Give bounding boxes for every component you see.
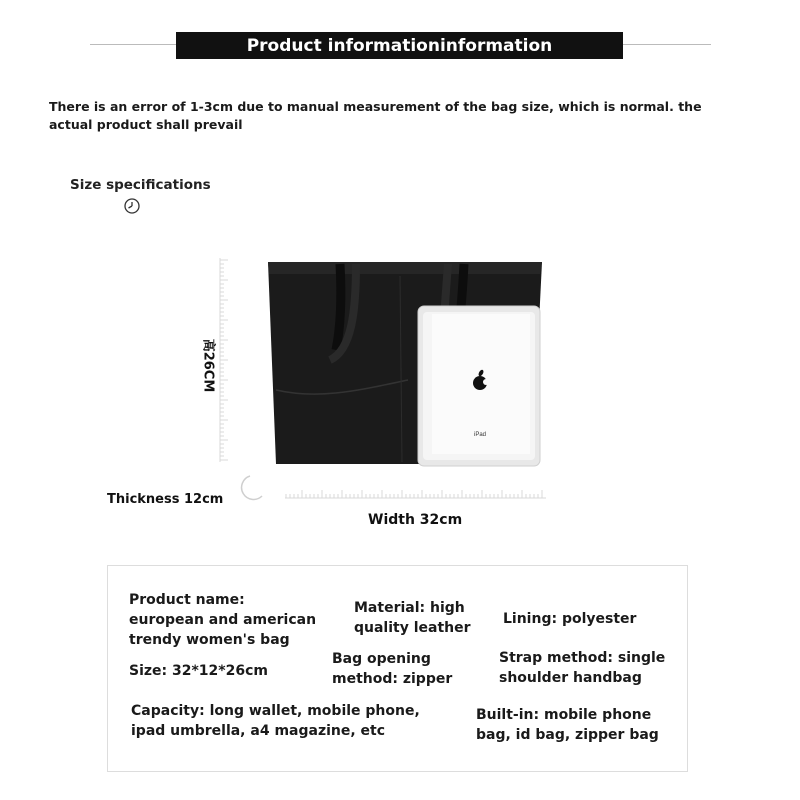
- header-rule-left: [90, 44, 176, 45]
- lining: Lining: polyester: [503, 611, 637, 627]
- height-label: 高26CM: [200, 338, 216, 393]
- ipad-tablet: [418, 306, 540, 466]
- built-in: Built-in: mobile phone bag, id bag, zipper bag: [476, 707, 659, 743]
- header-rule-right: [623, 44, 711, 45]
- ipad-label: iPad: [473, 432, 487, 438]
- material: Material: high quality leather: [354, 600, 471, 636]
- capacity: Capacity: long wallet, mobile phone, ipad umbrella, a4 magazine, etc: [131, 703, 420, 739]
- clock-icon: [123, 197, 141, 215]
- vertical-ruler: [220, 258, 228, 462]
- size-specifications-title: Size specifications: [70, 177, 211, 193]
- measurement-notice: There is an error of 1-3cm due to manual measurement of the bag size, which is normal. the actual product shall prevail: [49, 99, 702, 132]
- thickness-arc-icon: [232, 472, 268, 506]
- page-title: Product informationinformation: [176, 32, 623, 59]
- horizontal-ruler: [285, 490, 546, 498]
- strap-method: Strap method: single shoulder handbag: [499, 650, 666, 686]
- width-label: Width 32cm: [368, 512, 463, 528]
- thickness-label: Thickness 12cm: [107, 492, 224, 507]
- size: Size: 32*12*26cm: [129, 663, 268, 679]
- product-name: Product name: european and american trendy women's bag: [129, 592, 317, 648]
- bag-opening: Bag opening method: zipper: [332, 651, 453, 687]
